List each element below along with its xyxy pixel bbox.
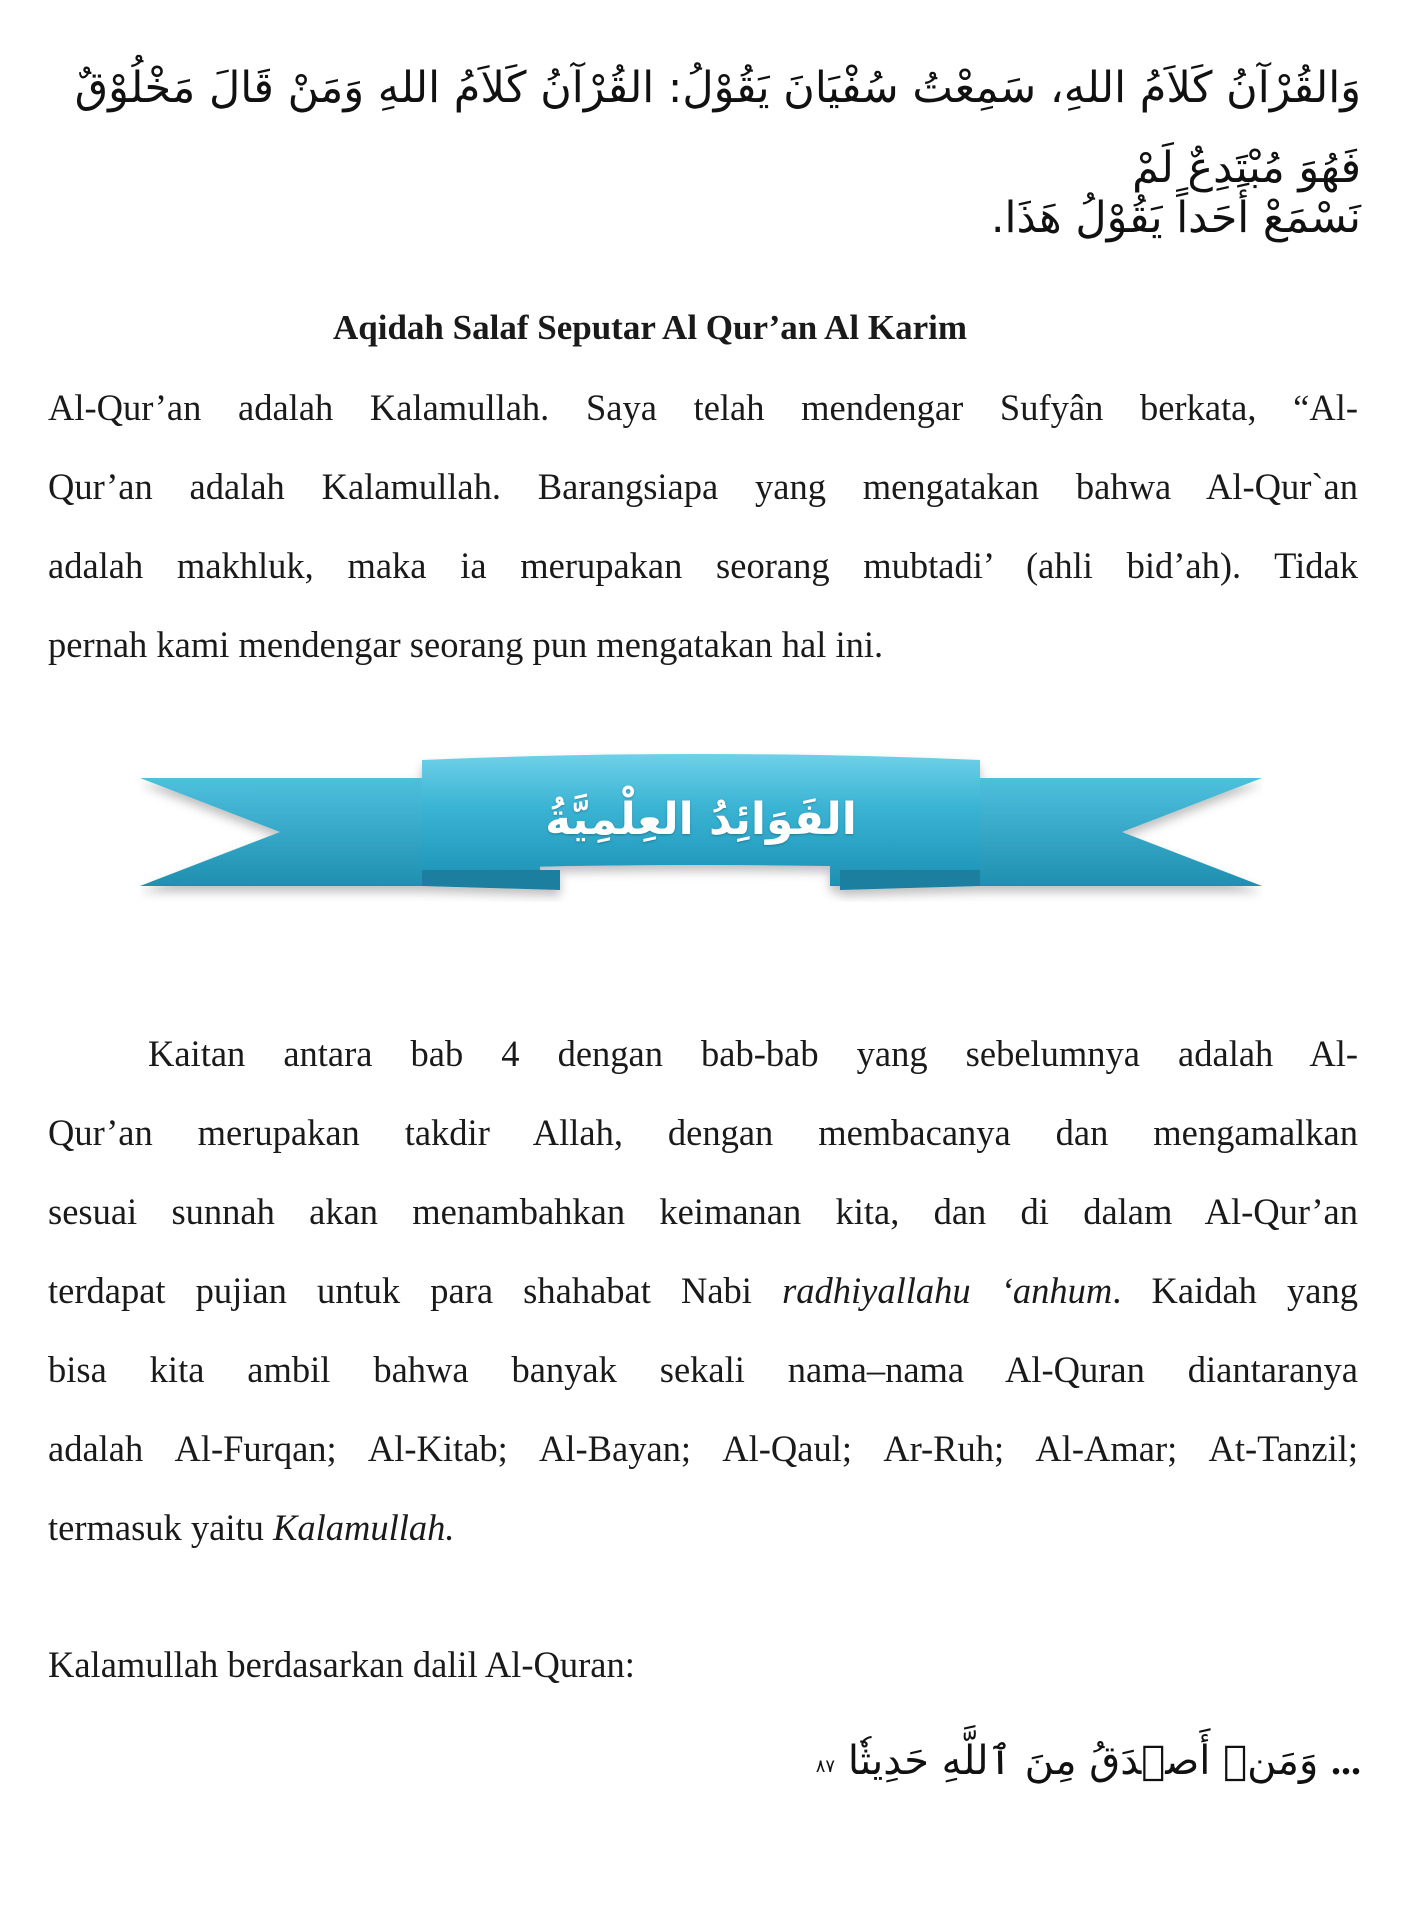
italic-term: Kalamullah.: [273, 1507, 455, 1548]
paragraph-line: adalah makhluk, maka ia merupakan seorang mubtadi’ (ahli bid’ah). Tidak: [48, 545, 1358, 586]
paragraph-line: Qur’an merupakan takdir Allah, dengan membacanya dan mengamalkan: [48, 1112, 1358, 1153]
arabic-text-line-2: نَسْمَعْ أَحَداً يَقُوْلُ هَذَا.: [990, 193, 1361, 243]
paragraph-translation: [48, 368, 1358, 684]
text-segment: termasuk yaitu: [48, 1507, 274, 1548]
text-segment: terdapat pujian untuk para shahabat Nabi: [48, 1270, 783, 1311]
paragraph-line: Kaitan antara bab 4 dengan bab-bab yang sebelumnya adalah Al-: [148, 1033, 1358, 1074]
paragraph-line: [48, 1488, 1358, 1567]
dalil-intro: Kalamullah berdasarkan dalil Al-Quran:: [48, 1644, 635, 1685]
paragraph-line: Qur’an adalah Kalamullah. Barangsiapa yang mengatakan bahwa Al-Qur`an: [48, 466, 1358, 507]
ribbon-left-fold: [422, 870, 560, 890]
arabic-text-line-1: وَالقُرْآنُ كَلاَمُ اللهِ، سَمِعْتُ سُفْيَانَ يَقُوْلُ: القُرْآنُ كَلاَمُ اللهِ وَمَنْ قَالَ مَخْلُوْقٌ فَهُوَ مُبْتَدِعٌ لَمْ: [74, 63, 1361, 193]
text-segment: . Kaidah yang: [1112, 1270, 1358, 1311]
paragraph-explanation: [48, 1014, 1358, 1567]
paragraph-line: adalah Al-Furqan; Al-Kitab; Al-Bayan; Al-Qaul; Ar-Ruh; Al-Amar; At-Tanzil;: [48, 1428, 1358, 1469]
paragraph-line: bisa kita ambil bahwa banyak sekali nama–nama Al-Quran diantaranya: [48, 1349, 1358, 1390]
ellipsis: ...: [1331, 1738, 1361, 1783]
verse-text: وَمَنۡ أَصۡدَقُ مِنَ ٱللَّهِ حَدِيثٗا: [847, 1738, 1319, 1784]
italic-term: radhiyallahu ‘anhum: [782, 1270, 1113, 1311]
banner-title: الفَوَائِدُ العِلْمِيَّةُ: [545, 794, 857, 845]
verse-number: ٨٧: [815, 1756, 836, 1777]
paragraph-line: Al-Qur’an adalah Kalamullah. Saya telah mendengar Sufyân berkata, “Al-: [48, 387, 1358, 428]
quran-verse: [40, 1723, 1361, 1805]
section-heading: Aqidah Salaf Seputar Al Qur’an Al Karim: [333, 308, 967, 347]
paragraph-line: [48, 1251, 1358, 1330]
ribbon-banner: [140, 752, 1262, 902]
ribbon-right-fold: [840, 870, 980, 890]
paragraph-line: pernah kami mendengar seorang pun mengatakan hal ini.: [48, 624, 884, 665]
paragraph-line: sesuai sunnah akan menambahkan keimanan kita, dan di dalam Al-Qur’an: [48, 1191, 1358, 1232]
